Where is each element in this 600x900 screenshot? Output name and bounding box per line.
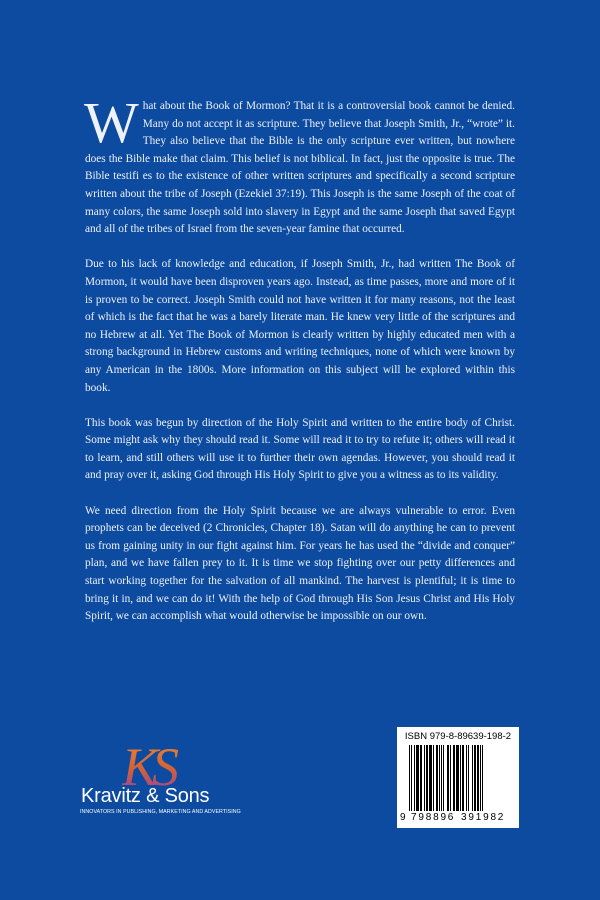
drop-cap: W — [84, 90, 139, 155]
isbn-barcode — [397, 727, 519, 828]
publisher-name: Kravitz & Sons — [81, 785, 210, 807]
barcode-digits-right: 391982 — [461, 812, 506, 823]
publisher-logo — [78, 737, 241, 827]
publisher-tagline: INNOVATORS IN PUBLISHING, MARKETING AND ADVERTISING — [80, 809, 241, 815]
paragraph-2: Due to his lack of knowledge and education, if Joseph Smith, Jr., had written The Book of Mormon, it would have been disproven years ago. Instead, as time passes, more and more of it is proven to be correct. Joseph Smith could not have written it for many reasons, not the least of which is the fact that he was a barely literate man. He knew very little of the scriptures and no Hebrew at all. Yet The Book of Mormon is clearly written by highly educated men with a strong background in Hebrew customs and writing techniques, none of which were known by any American in the 1800s. More information on this subject will be explored within this book. — [85, 258, 515, 394]
barcode-digits-left: 798896 — [411, 812, 456, 823]
paragraph-1-text: hat about the Book of Mormon? That it is a controversial book cannot be denied. Many do not accept it as scripture. They believe that Joseph Smith, Jr., “wrote” it. They also believe that the Bible is the only scripture ever written, but nowhere does the Bible make that claim. This belief is not biblical. In fact, just the opposite is true. The Bible testifi es to the existence of other written scriptures and specifically a second scripture written about the tribe of Joseph (Ezekiel 37:19). This Joseph is the same Joseph of the coat of many colors, the same Joseph sold into slavery in Egypt and the same Joseph that saved Egypt and all of the tribes of Israel from the seven-year famine that occurred. — [85, 100, 515, 236]
logo-monogram: KS — [122, 737, 174, 793]
isbn-label: ISBN 979-8-89639-198-2 — [404, 731, 512, 742]
barcode-bars — [397, 743, 519, 815]
paragraph-1 — [84, 90, 515, 239]
barcode-digit-first: 9 — [400, 812, 406, 823]
back-cover-text — [84, 90, 515, 643]
paragraph-4: We need direction from the Holy Spirit because we are always vulnerable to error. Even prophets can be deceived (2 Chronicles, Chapter 18). Satan will do anything he can to prevent us from gaining unity in our fight against him. For years he has used the “divide and conquer” plan, and we have fallen prey to it. It is time we stop fighting over our petty differences and start working together for the salvation of all mankind. The harvest is plentiful; it is time to bring it in, and we can do it! With the help of God through His Son Jesus Christ and His Holy Spirit, we can accomplish what would otherwise be impossible on our own. — [85, 504, 515, 623]
paragraph-3: This book was begun by direction of the Holy Spirit and written to the entire body of Christ. Some might ask why they should read it. Some will read it to try to refute it; others will read it to learn, and still others will use it to further their own agendas. However, you should read it and pray over it, asking God through His Holy Spirit to give you a witness as to its validity. — [85, 416, 515, 482]
